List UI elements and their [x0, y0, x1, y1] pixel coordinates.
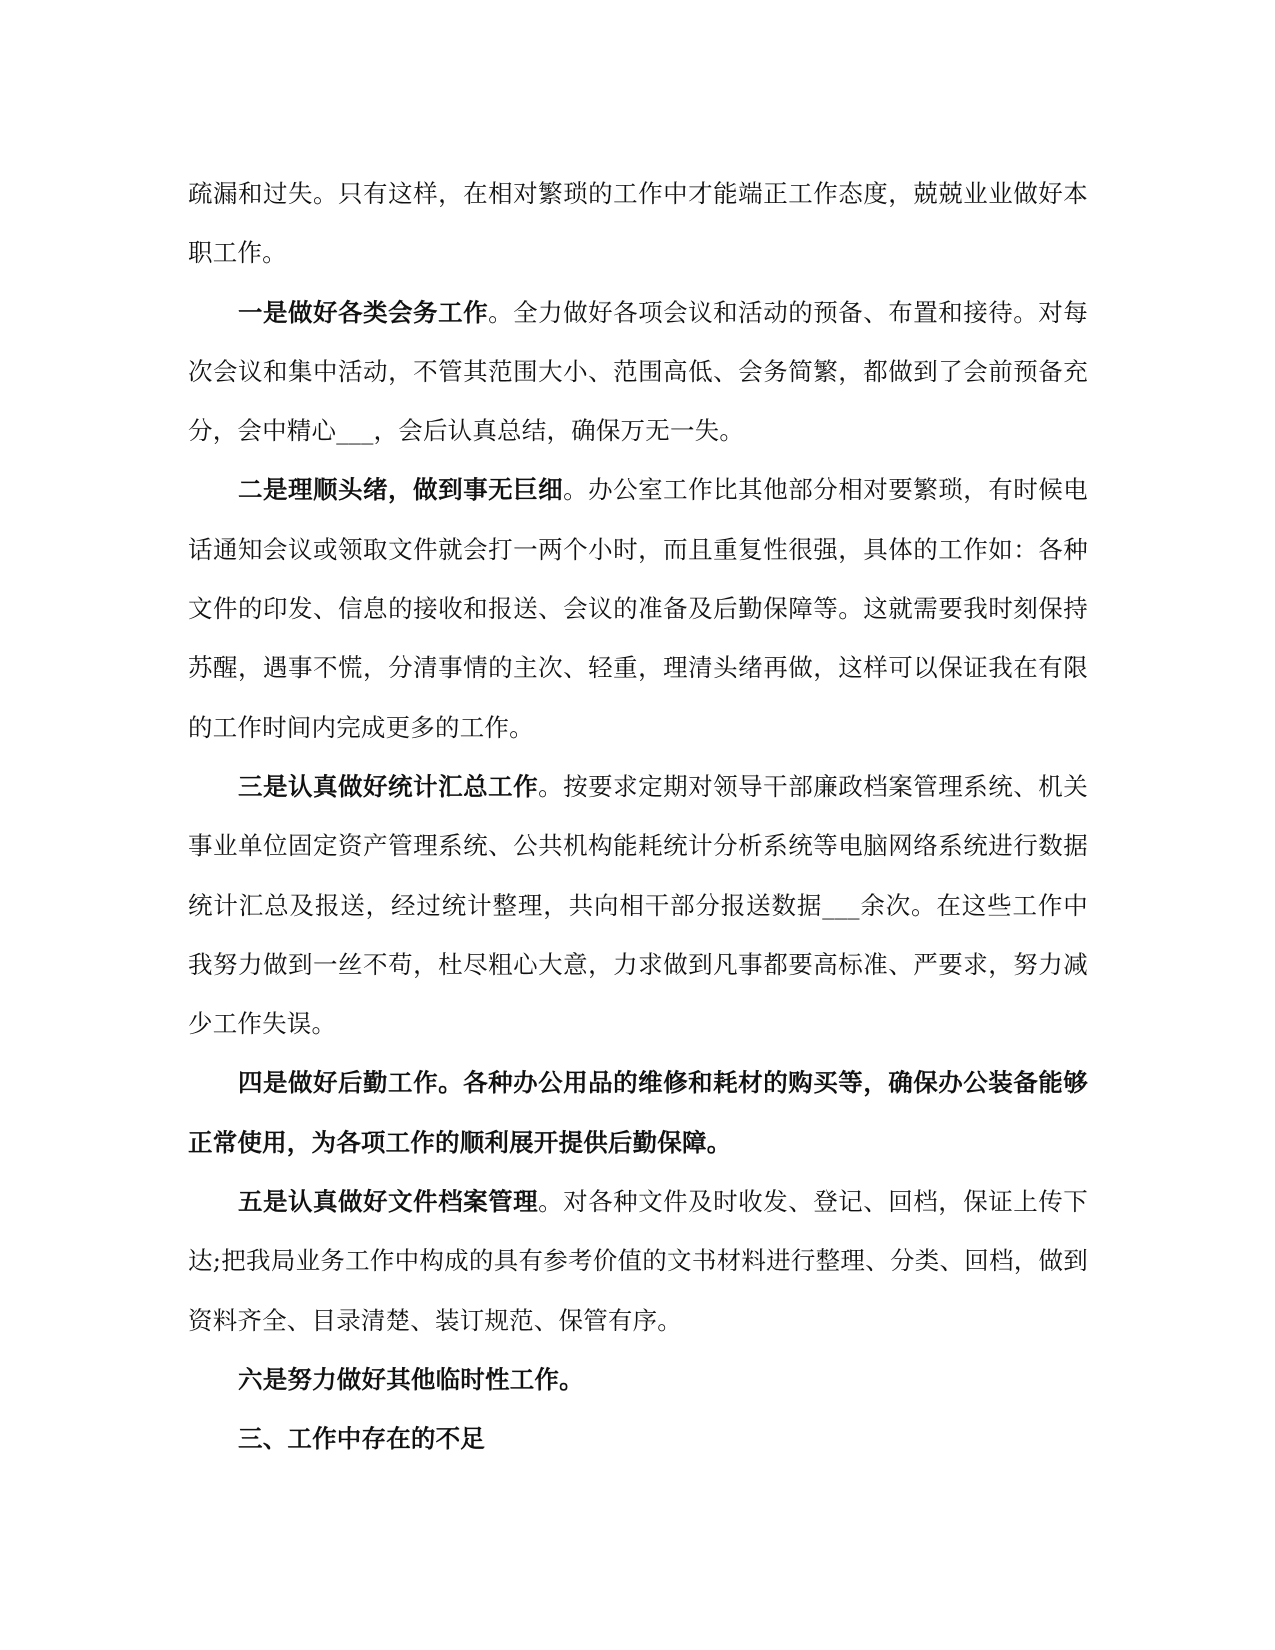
paragraph-text: 。全力做好各项会议和活动的预备、布置和接待。对每次会议和集中活动，不管其范围大小、范围高低、会务简繁，都做到了会前预备充分，会中精心___，会后认真总结，确保万无一失。 — [188, 297, 1088, 446]
document-body — [188, 164, 1088, 1469]
section-heading-shortcomings — [188, 1409, 1088, 1468]
paragraph-archive-work — [188, 1172, 1088, 1350]
paragraph-logistics-work — [188, 1053, 1088, 1172]
paragraph-heading: 一是做好各类会务工作 — [238, 297, 489, 327]
paragraph-heading: 五是认真做好文件档案管理 — [238, 1187, 539, 1217]
paragraph-text: 六是努力做好其他临时性工作。 — [238, 1364, 584, 1394]
paragraph-statistics-work — [188, 757, 1088, 1053]
paragraph-heading: 三是认真做好统计汇总工作 — [238, 771, 539, 801]
paragraph-temporary-work — [188, 1350, 1088, 1409]
paragraph-text: 。按要求定期对领导干部廉政档案管理系统、机关事业单位固定资产管理系统、公共机构能耗统计分析系统等电脑网络系统进行数据统计汇总及报送，经过统计整理，共向相干部分报送数据___余次。在这些工作中我努力做到一丝不苟，杜尽粗心大意，力求做到凡事都要高标准、严要求，努力减少工作失误。 — [188, 771, 1088, 1039]
section-heading-text: 三、工作中存在的不足 — [238, 1424, 485, 1454]
paragraph-text: 。对各种文件及时收发、登记、回档，保证上传下达;把我局业务工作中构成的具有参考价值的文书材料进行整理、分类、回档，做到资料齐全、目录清楚、装订规范、保管有序。 — [188, 1187, 1088, 1335]
paragraph-meeting-work — [188, 283, 1088, 461]
paragraph-heading: 二是理顺头绪，做到事无巨细 — [238, 475, 564, 505]
paragraph-organize-work — [188, 460, 1088, 756]
paragraph-text: 。办公室工作比其他部分相对要繁琐，有时候电话通知会议或领取文件就会打一两个小时，而且重复性很强，具体的工作如：各种文件的印发、信息的接收和报送、会议的准备及后勤保障等。这就需要我时刻保持苏醒，遇事不慌，分清事情的主次、轻重，理清头绪再做，这样可以保证我在有限的工作时间内完成更多的工作。 — [188, 475, 1088, 742]
paragraph-continuation — [188, 164, 1088, 283]
paragraph-text: 四是做好后勤工作。各种办公用品的维修和耗材的购买等，确保办公装备能够正常使用，为各项工作的顺利展开提供后勤保障。 — [188, 1068, 1088, 1157]
paragraph-text: 疏漏和过失。只有这样，在相对繁琐的工作中才能端正工作态度，兢兢业业做好本职工作。 — [188, 179, 1088, 268]
